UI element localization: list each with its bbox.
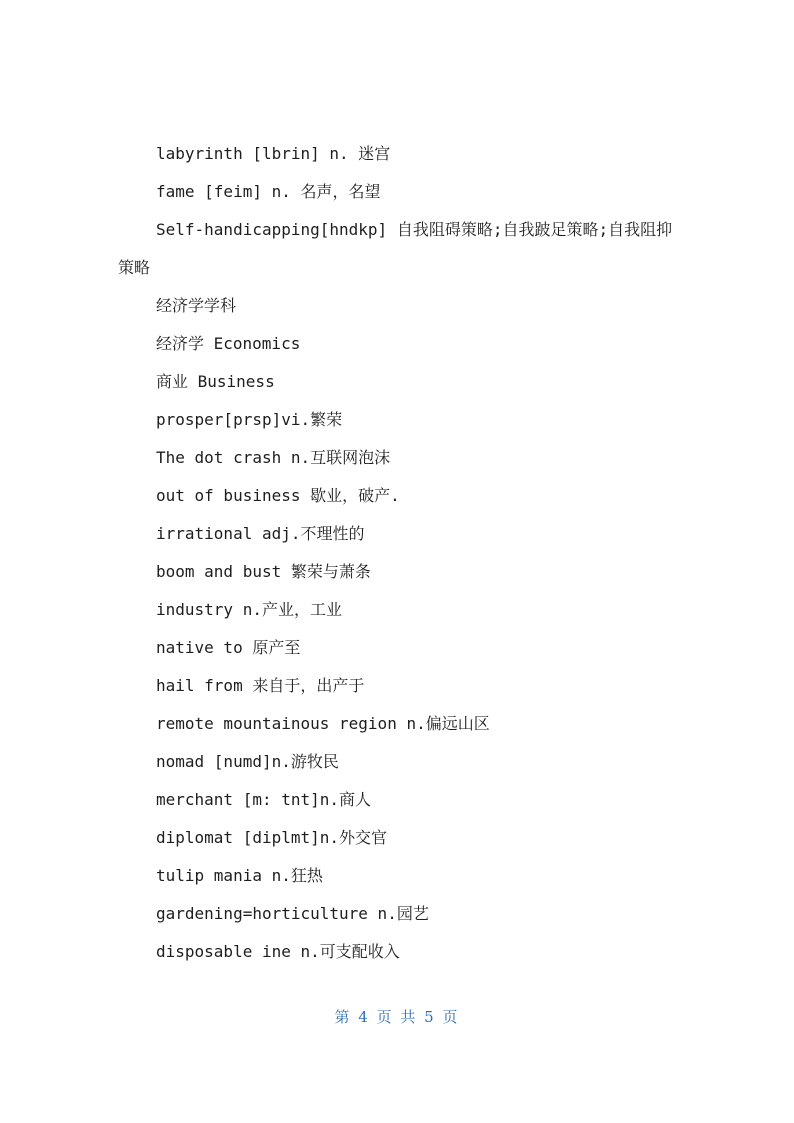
vocab-line: merchant [m: tnt]n.商人	[156, 790, 372, 809]
vocab-line: fame [feim] n. 名声，名望	[156, 182, 381, 201]
vocab-line: gardening=horticulture n.园艺	[156, 904, 429, 923]
vocab-line: irrational adj.不理性的	[156, 524, 365, 543]
vocab-line: remote mountainous region n.偏远山区	[156, 714, 490, 733]
page-number-footer: 第 4 页 共 5 页	[334, 1008, 460, 1026]
vocab-line: native to 原产至	[156, 638, 301, 657]
vocab-line: 经济学学科	[156, 296, 237, 315]
vocab-line: 经济学 Economics	[156, 334, 301, 353]
vocab-line: 商业 Business	[156, 372, 275, 391]
vocab-line: nomad [numd]n.游牧民	[156, 752, 339, 771]
vocab-line: boom and bust 繁荣与萧条	[156, 562, 371, 581]
vocabulary-list	[118, 135, 678, 971]
vocab-line: disposable ine n.可支配收入	[156, 942, 400, 961]
vocab-line: The dot crash n.互联网泡沫	[156, 448, 391, 467]
vocab-line: prosper[prsp]vi.繁荣	[156, 410, 343, 429]
vocab-line: diplomat [diplmt]n.外交官	[156, 828, 388, 847]
vocab-line: Self-handicapping[hndkp] 自我阻碍策略;自我跛足策略;自我阻抑策略	[118, 220, 673, 277]
vocab-line: tulip mania n.狂热	[156, 866, 323, 885]
vocab-line: hail from 来自于，出产于	[156, 676, 365, 695]
vocab-line: labyrinth [lbrin] n. 迷宫	[156, 144, 391, 163]
vocab-line: out of business 歇业，破产.	[156, 486, 400, 505]
vocab-line: industry n.产业，工业	[156, 600, 342, 619]
